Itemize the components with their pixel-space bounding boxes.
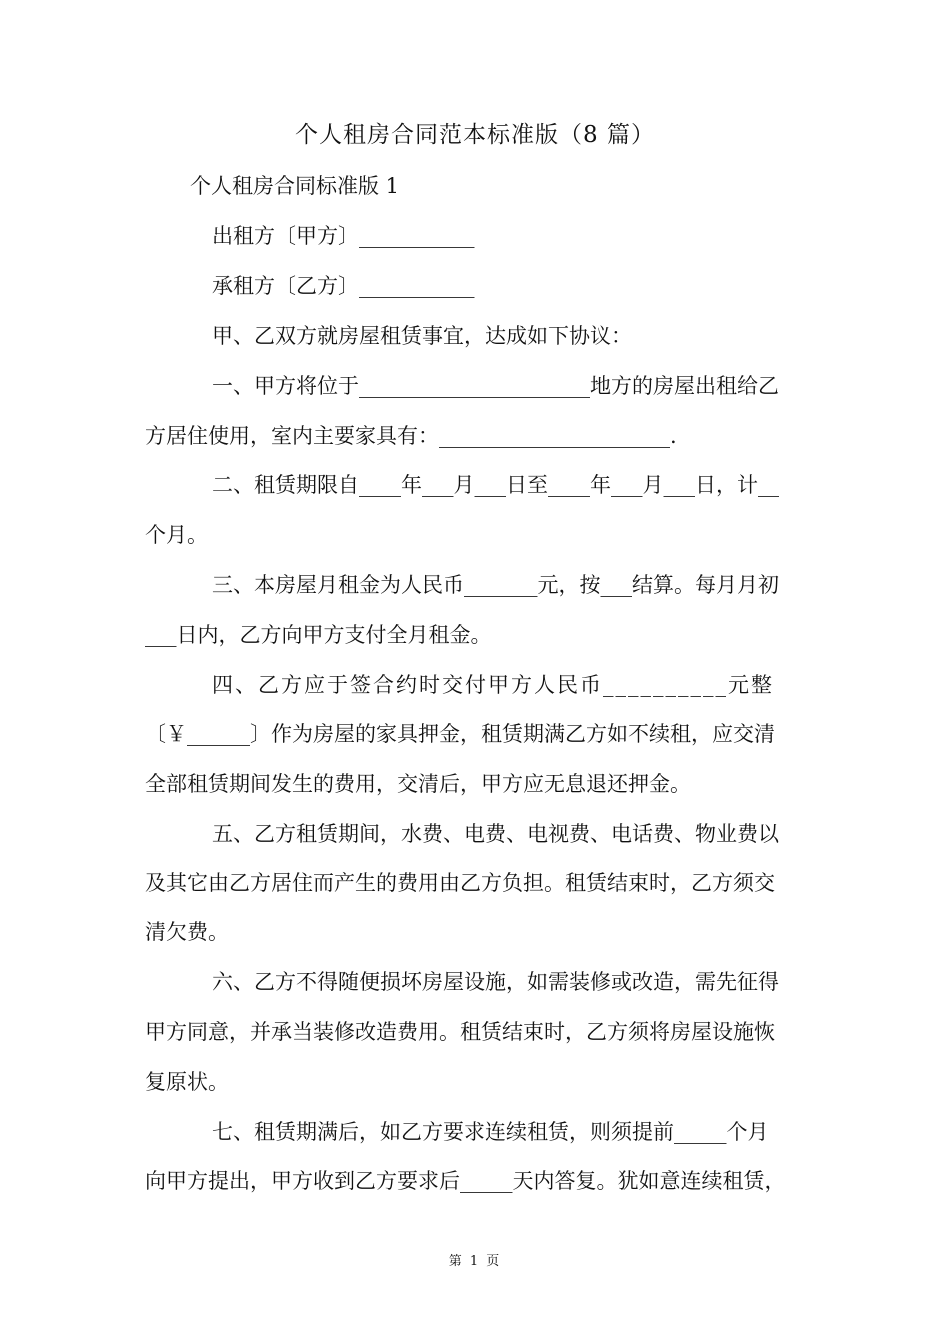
text-line: 个月。 <box>145 523 208 547</box>
text-line: 出租方〔甲方〕___________ <box>212 224 475 248</box>
text-line: 甲、乙双方就房屋租赁事宜，达成如下协议： <box>212 324 632 348</box>
text-line: 复原状。 <box>145 1070 229 1094</box>
text-line: 二、租赁期限自____年___月___日至____年___月___日，计__ <box>212 473 779 497</box>
text-line: 及其它由乙方居住而产生的费用由乙方负担。租赁结束时，乙方须交 <box>145 871 775 895</box>
text-line: 〔￥______〕作为房屋的家具押金，租赁期满乙方如不续租，应交清 <box>145 722 775 746</box>
text-line: 向甲方提出，甲方收到乙方要求后_____天内答复。犹如意连续租赁， <box>145 1169 786 1193</box>
text-line: ___日内，乙方向甲方支付全月租金。 <box>145 623 492 647</box>
text-line: 五、乙方租赁期间，水费、电费、电视费、电话费、物业费以 <box>212 822 779 846</box>
text-line: 全部租赁期间发生的费用，交清后，甲方应无息退还押金。 <box>145 772 691 796</box>
text-line: 方居住使用，室内主要家具有：______________________. <box>145 424 677 448</box>
text-line: 一、甲方将位于______________________地方的房屋出租给乙 <box>212 374 779 398</box>
text-line: 七、租赁期满后，如乙方要求连续租赁，则须提前_____个月 <box>212 1120 769 1144</box>
text-line: 清欠费。 <box>145 920 229 944</box>
text-line: 甲方同意，并承当装修改造费用。租赁结束时，乙方须将房屋设施恢 <box>145 1020 775 1044</box>
text-line: 三、本房屋月租金为人民币_______元，按___结算。每月月初 <box>212 573 779 597</box>
text-line: 六、乙方不得随便损坏房屋设施，如需装修或改造，需先征得 <box>212 970 779 994</box>
document-title: 个人租房合同范本标准版（8 篇） <box>295 122 655 148</box>
page-number: 第 1 页 <box>448 1254 502 1269</box>
document-subtitle: 个人租房合同标准版 1 <box>190 174 400 198</box>
text-line: 承租方〔乙方〕___________ <box>212 274 475 298</box>
text-line: 四、乙方应于签合约时交付甲方人民币__________元整 <box>212 673 774 697</box>
